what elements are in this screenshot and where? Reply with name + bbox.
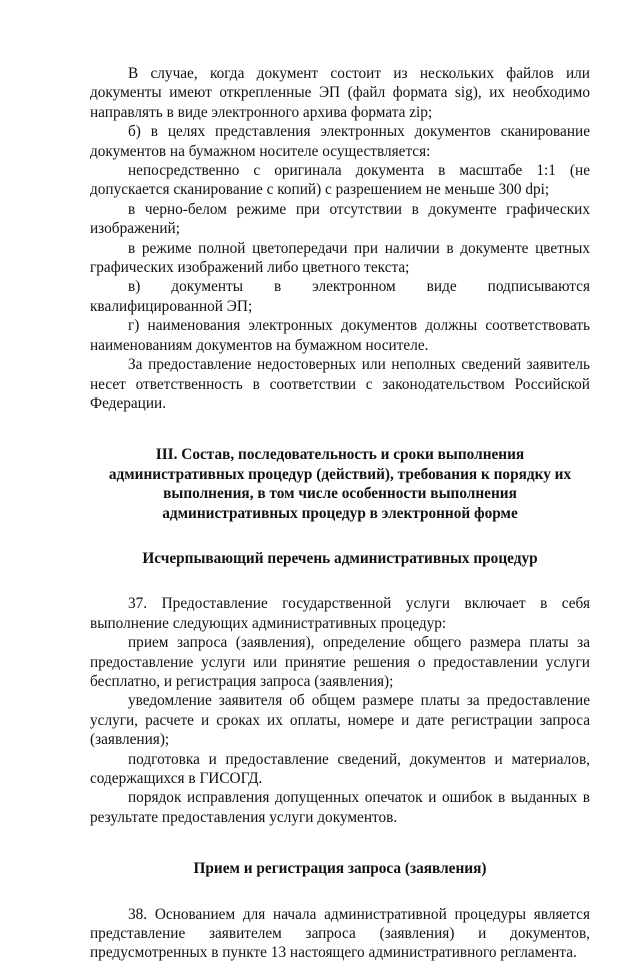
paragraph-scan-bw: в черно-белом режиме при отсутствии в документе графических изображений; xyxy=(90,200,590,238)
paragraph-scan-color: в режиме полной цветопередачи при наличии в документе цветных графических изображений либо цветного текста; xyxy=(90,239,590,277)
paragraph-37-reception: прием запроса (заявления), определение общего размера платы за предоставление услуги или принятие решения о предоставлении услуги бесплатно, и регистрация запроса (заявления); xyxy=(90,634,590,690)
paragraph-document-names: г) наименования электронных документов должны соответствовать наименованиям документов на бумажном носителе. xyxy=(90,317,590,354)
paragraph-37-preparation: подготовка и предоставление сведений, документов и материалов, содержащихся в ГИСОГД. xyxy=(90,750,590,787)
paragraph-37-intro: 37. Предоставление государственной услуги включает в себя выполнение следующих административных процедур: xyxy=(90,595,590,632)
document-body xyxy=(90,64,590,963)
paragraph-37-notification: уведомление заявителя об общем размере платы за предоставление услуги, расчете и сроках их оплаты, номере и дате регистрации запроса (заявления); xyxy=(90,692,590,749)
paragraph-scanning-rules: б) в целях представления электронных документов сканирование документов на бумажном носителе осуществляется: xyxy=(90,123,590,160)
section-heading: III. Состав, последовательность и сроки выполнения административных процедур (действий), требования к порядку их выполнения, в том числе особенности выполнения административных процедур в электронной форме xyxy=(108,446,572,522)
paragraph-37-corrections: порядок исправления допущенных опечаток и ошибок в выданных в результате предоставления услуги документов. xyxy=(90,789,590,826)
paragraph-scan-original: непосредственно с оригинала документа в масштабе 1:1 (не допускается сканирование с копий) с разрешением не меньше 300 dpi; xyxy=(90,162,590,199)
paragraph-38: 38. Основанием для начала административной процедуры является представление заявителем запроса (заявления) и документов, предусмотренных в пункте 13 настоящего административного регламента. xyxy=(90,905,590,962)
subheading-reception-registration: Прием и регистрация запроса (заявления) xyxy=(193,860,487,878)
paragraph-responsibility: За предоставление недостоверных или неполных сведений заявитель несет ответственность в соответствии с законодательством Российской Федерации. xyxy=(90,356,590,412)
subheading-procedures-list: Исчерпывающий перечень административных процедур xyxy=(142,549,538,567)
paragraph-qualified-signature: в) документы в электронном виде подписываются квалифицированной ЭП; xyxy=(90,278,590,315)
paragraph-zip-archive: В случае, когда документ состоит из нескольких файлов или документы имеют открепленные ЭП (файл формата sig), их необходимо направлять в виде электронного архива формата zip; xyxy=(90,65,590,121)
